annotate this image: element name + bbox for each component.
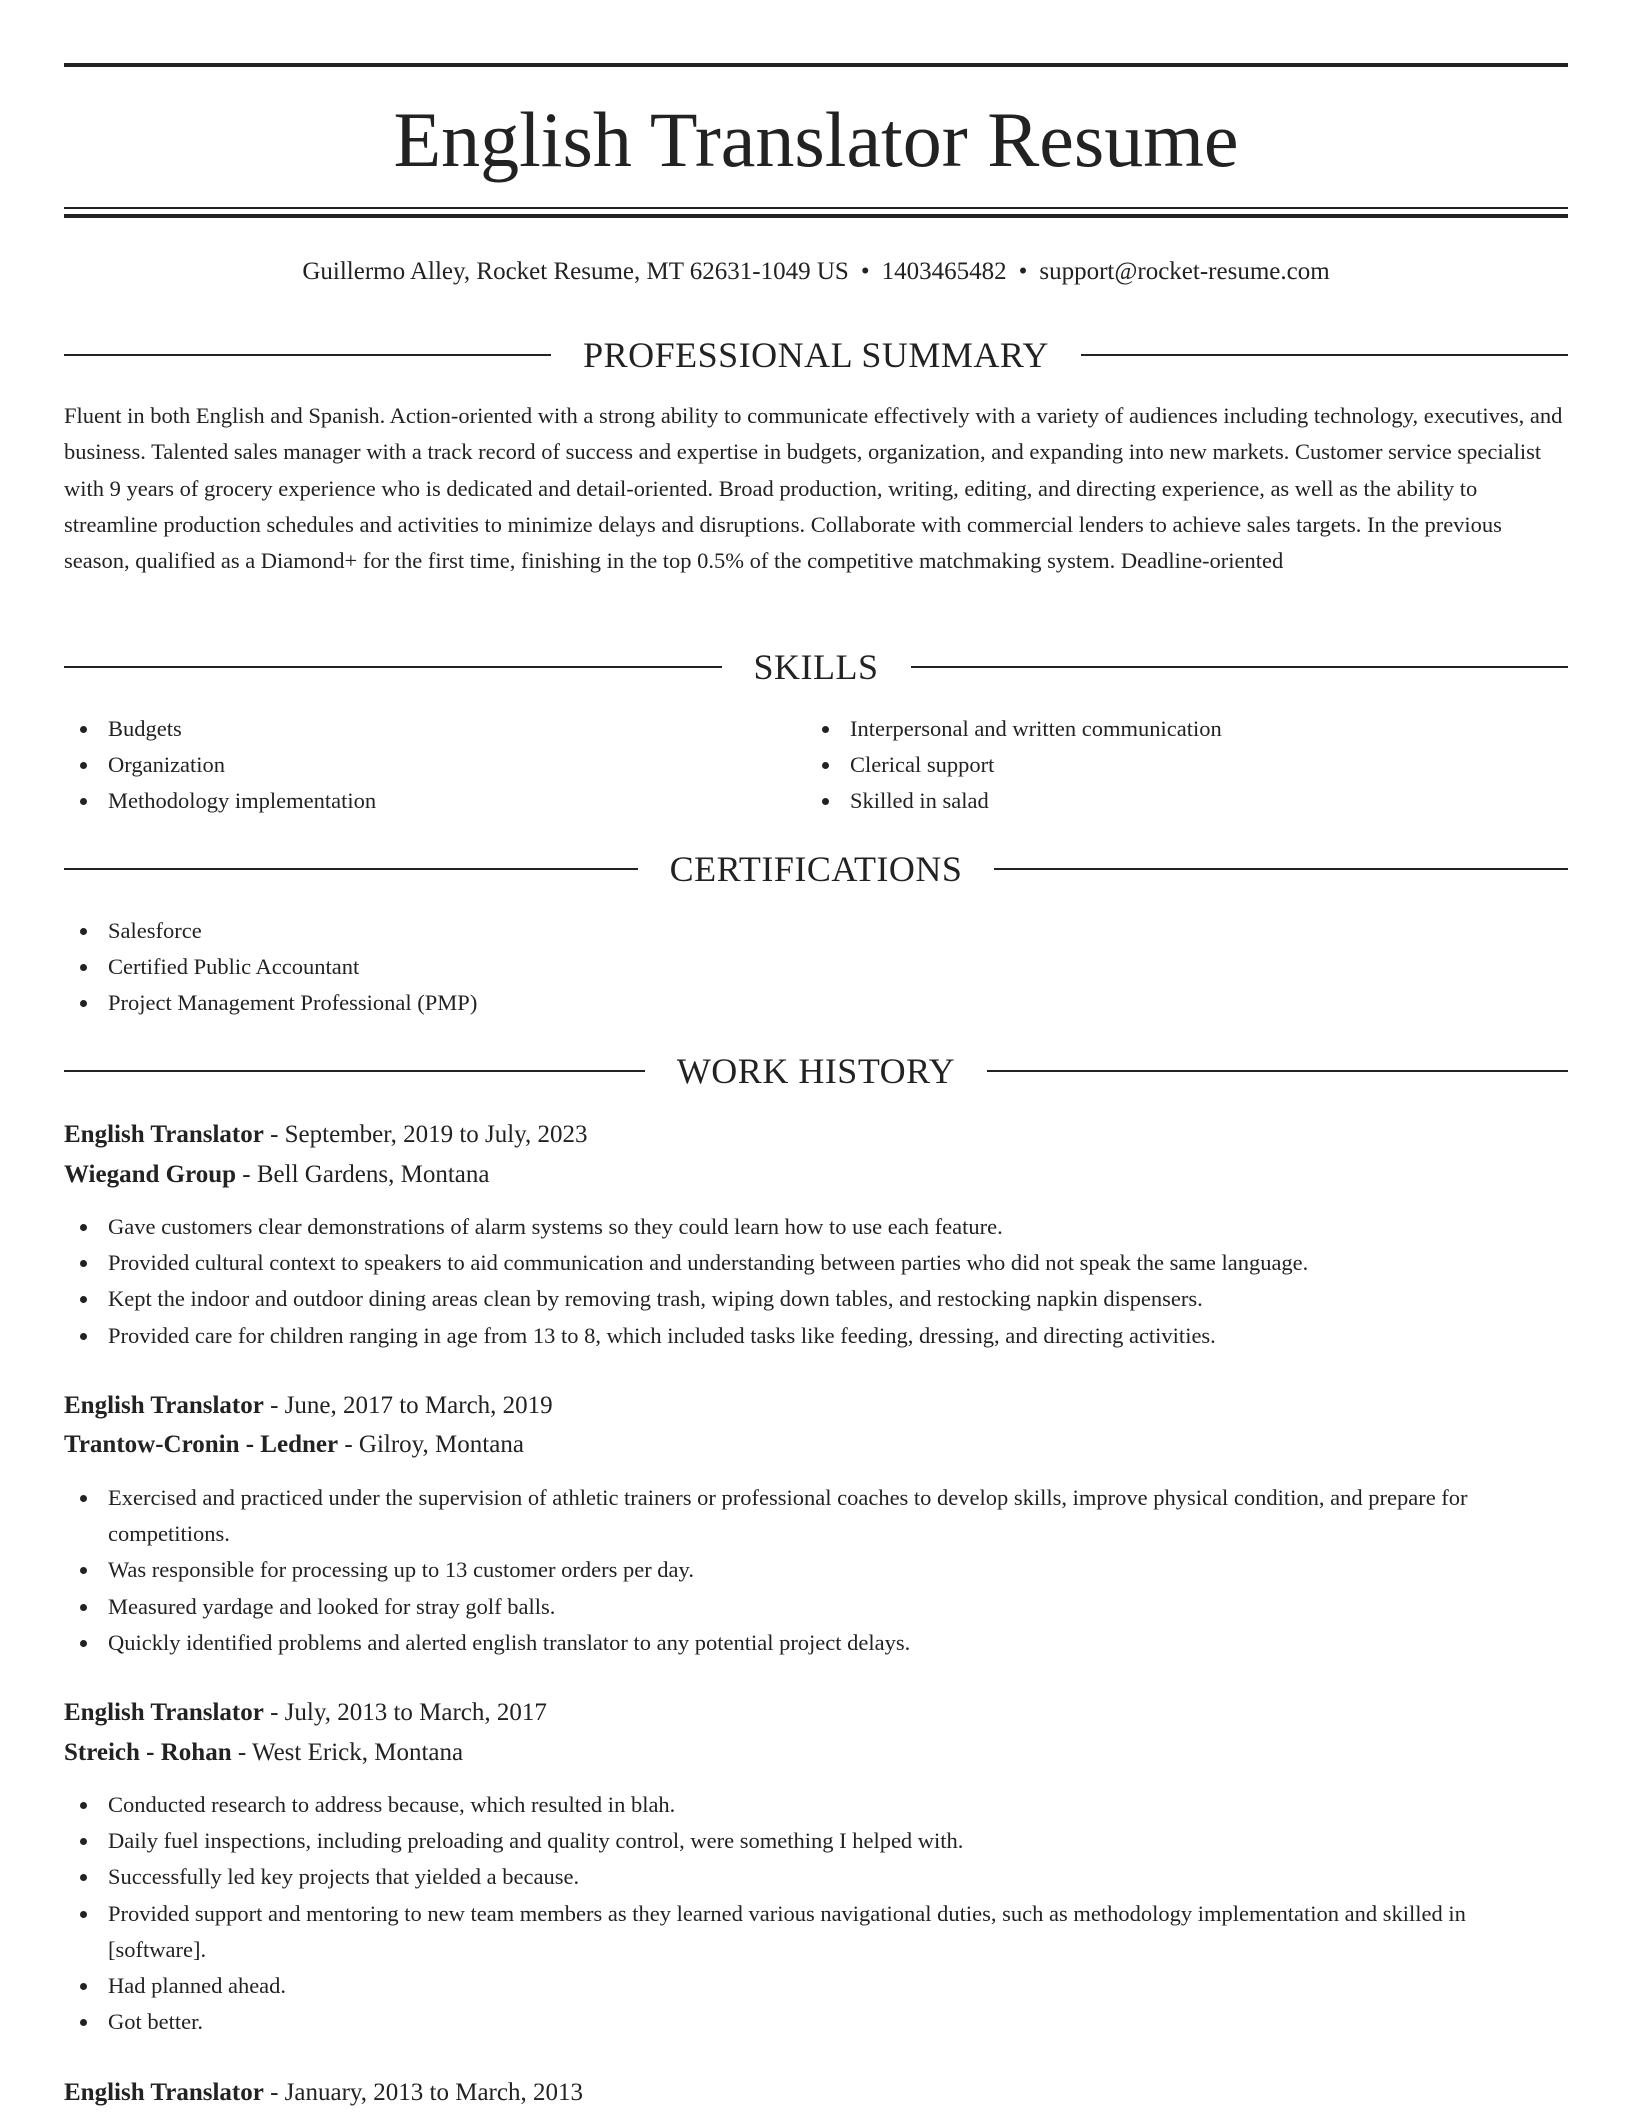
dash: - bbox=[263, 1121, 285, 1148]
summary-section-header bbox=[64, 333, 1568, 377]
job-title-line bbox=[64, 2075, 1568, 2111]
job-company: Trantow-Cronin - Ledner bbox=[64, 1431, 339, 1458]
job-duty: Quickly identified problems and alerted english translator to any potential project delays. bbox=[64, 1625, 1568, 1661]
section-rule bbox=[64, 868, 638, 870]
skills-heading: SKILLS bbox=[753, 647, 879, 687]
section-rule bbox=[64, 1070, 645, 1072]
job-duty: Got better. bbox=[64, 2004, 1568, 2040]
skill-item: Skilled in salad bbox=[806, 783, 1566, 819]
contact-separator: • bbox=[860, 258, 870, 285]
certification-item: Project Management Professional (PMP) bbox=[64, 985, 1564, 1021]
job-title: English Translator bbox=[64, 1392, 264, 1419]
summary-text: Fluent in both English and Spanish. Action-oriented with a strong ability to communicate effectively with a variety of audiences including technology, executives, and business. Talented sales manager with a track record of success and expertise in budgets, organization, and expanding into new markets. Customer service specialist with 9 years of grocery experience who is dedicated and detail-oriented. Broad production, writing, editing, and directing experience, as well as the ability to streamline production schedules and activities to minimize delays and disruptions. Collaborate with commercial lenders to achieve sales targets. In the previous season, qualified as a Diamond+ for the first time, finishing in the top 0.5% of the competitive matchmaking system. Deadline-oriented bbox=[64, 403, 1563, 574]
dash: - bbox=[236, 1161, 257, 1188]
skills-list-right bbox=[806, 711, 1566, 820]
contact-phone: 1403465482 bbox=[881, 258, 1007, 285]
dash: - bbox=[231, 1739, 252, 1766]
job-duty: Successfully led key projects that yielded a because. bbox=[64, 1859, 1568, 1895]
job-title-line bbox=[64, 1117, 1568, 1153]
certification-item: Salesforce bbox=[64, 913, 1564, 949]
section-rule bbox=[64, 354, 551, 356]
certifications-section-header bbox=[64, 847, 1568, 891]
contact-separator: • bbox=[1018, 258, 1028, 285]
summary-heading: PROFESSIONAL SUMMARY bbox=[583, 335, 1049, 375]
job-title-line bbox=[64, 1695, 1568, 1731]
job-duty: Daily fuel inspections, including preloading and quality control, were something I helped with. bbox=[64, 1823, 1568, 1859]
dash: - bbox=[263, 1392, 285, 1419]
work-history-heading: WORK HISTORY bbox=[676, 1051, 956, 1091]
contact-line bbox=[64, 255, 1568, 289]
skill-item: Budgets bbox=[64, 711, 764, 747]
job-company: Streich - Rohan bbox=[64, 1739, 232, 1766]
job-title: English Translator bbox=[64, 1699, 264, 1726]
job-dates: June, 2017 to March, 2019 bbox=[284, 1392, 553, 1419]
job-duties-list bbox=[64, 1480, 1568, 1661]
resume-title: English Translator Resume bbox=[393, 96, 1239, 183]
contact-email: support@rocket-resume.com bbox=[1039, 258, 1330, 285]
job-dates: January, 2013 to March, 2013 bbox=[284, 2079, 583, 2106]
dash: - bbox=[263, 2079, 285, 2106]
section-rule bbox=[994, 868, 1568, 870]
section-rule bbox=[1081, 354, 1568, 356]
skills-list-left bbox=[64, 711, 764, 820]
job-location: Bell Gardens, Montana bbox=[256, 1161, 490, 1188]
skill-item: Organization bbox=[64, 747, 764, 783]
skill-item: Methodology implementation bbox=[64, 783, 764, 819]
certification-item: Certified Public Accountant bbox=[64, 949, 1564, 985]
job-duty: Gave customers clear demonstrations of alarm systems so they could learn how to use each feature. bbox=[64, 1209, 1568, 1245]
job-company-line bbox=[64, 1157, 1568, 1193]
section-rule bbox=[64, 666, 722, 668]
job-company-line bbox=[64, 1427, 1568, 1463]
job-duties-list bbox=[64, 1787, 1568, 2040]
skill-item: Clerical support bbox=[806, 747, 1566, 783]
job-duties-list bbox=[64, 1209, 1568, 1354]
skill-item: Interpersonal and written communication bbox=[806, 711, 1566, 747]
header-top-rule bbox=[64, 63, 1568, 67]
job-location: Gilroy, Montana bbox=[358, 1431, 524, 1458]
dash: - bbox=[263, 1699, 285, 1726]
job-duty: Provided care for children ranging in age from 13 to 8, which included tasks like feeding, dressing, and directing activities. bbox=[64, 1318, 1568, 1354]
job-location: West Erick, Montana bbox=[251, 1739, 464, 1766]
certifications-heading: CERTIFICATIONS bbox=[669, 849, 963, 889]
job-duty: Provided support and mentoring to new team members as they learned various navigational duties, such as methodology implementation and skilled in [software]. bbox=[64, 1896, 1568, 1968]
job-duty: Was responsible for processing up to 13 customer orders per day. bbox=[64, 1552, 1568, 1588]
job-duty: Had planned ahead. bbox=[64, 1968, 1568, 2004]
job-company: Wiegand Group bbox=[64, 1161, 237, 1188]
job-duty: Conducted research to address because, which resulted in blah. bbox=[64, 1787, 1568, 1823]
skills-section-header bbox=[64, 645, 1568, 689]
job-duty: Kept the indoor and outdoor dining areas clean by removing trash, wiping down tables, and restocking napkin dispensers. bbox=[64, 1281, 1568, 1317]
job-duty: Measured yardage and looked for stray golf balls. bbox=[64, 1589, 1568, 1625]
job-title: English Translator bbox=[64, 2079, 264, 2106]
job-dates: July, 2013 to March, 2017 bbox=[284, 1699, 547, 1726]
header-double-rule-lower bbox=[64, 214, 1568, 218]
job-dates: September, 2019 to July, 2023 bbox=[284, 1121, 588, 1148]
job-title: English Translator bbox=[64, 1121, 264, 1148]
work-history-section-header bbox=[64, 1049, 1568, 1093]
job-duty: Provided cultural context to speakers to aid communication and understanding between parties who did not speak the same language. bbox=[64, 1245, 1568, 1281]
header-double-rule-upper bbox=[64, 207, 1568, 209]
job-company-line bbox=[64, 1735, 1568, 1771]
job-title-line bbox=[64, 1388, 1568, 1424]
section-rule bbox=[911, 666, 1569, 668]
contact-address: Guillermo Alley, Rocket Resume, MT 62631-1049 US bbox=[302, 258, 849, 285]
section-rule bbox=[987, 1070, 1568, 1072]
job-duty: Exercised and practiced under the supervision of athletic trainers or professional coaches to develop skills, improve physical condition, and prepare for competitions. bbox=[64, 1480, 1568, 1552]
dash: - bbox=[338, 1431, 359, 1458]
certifications-list bbox=[64, 913, 1564, 1022]
